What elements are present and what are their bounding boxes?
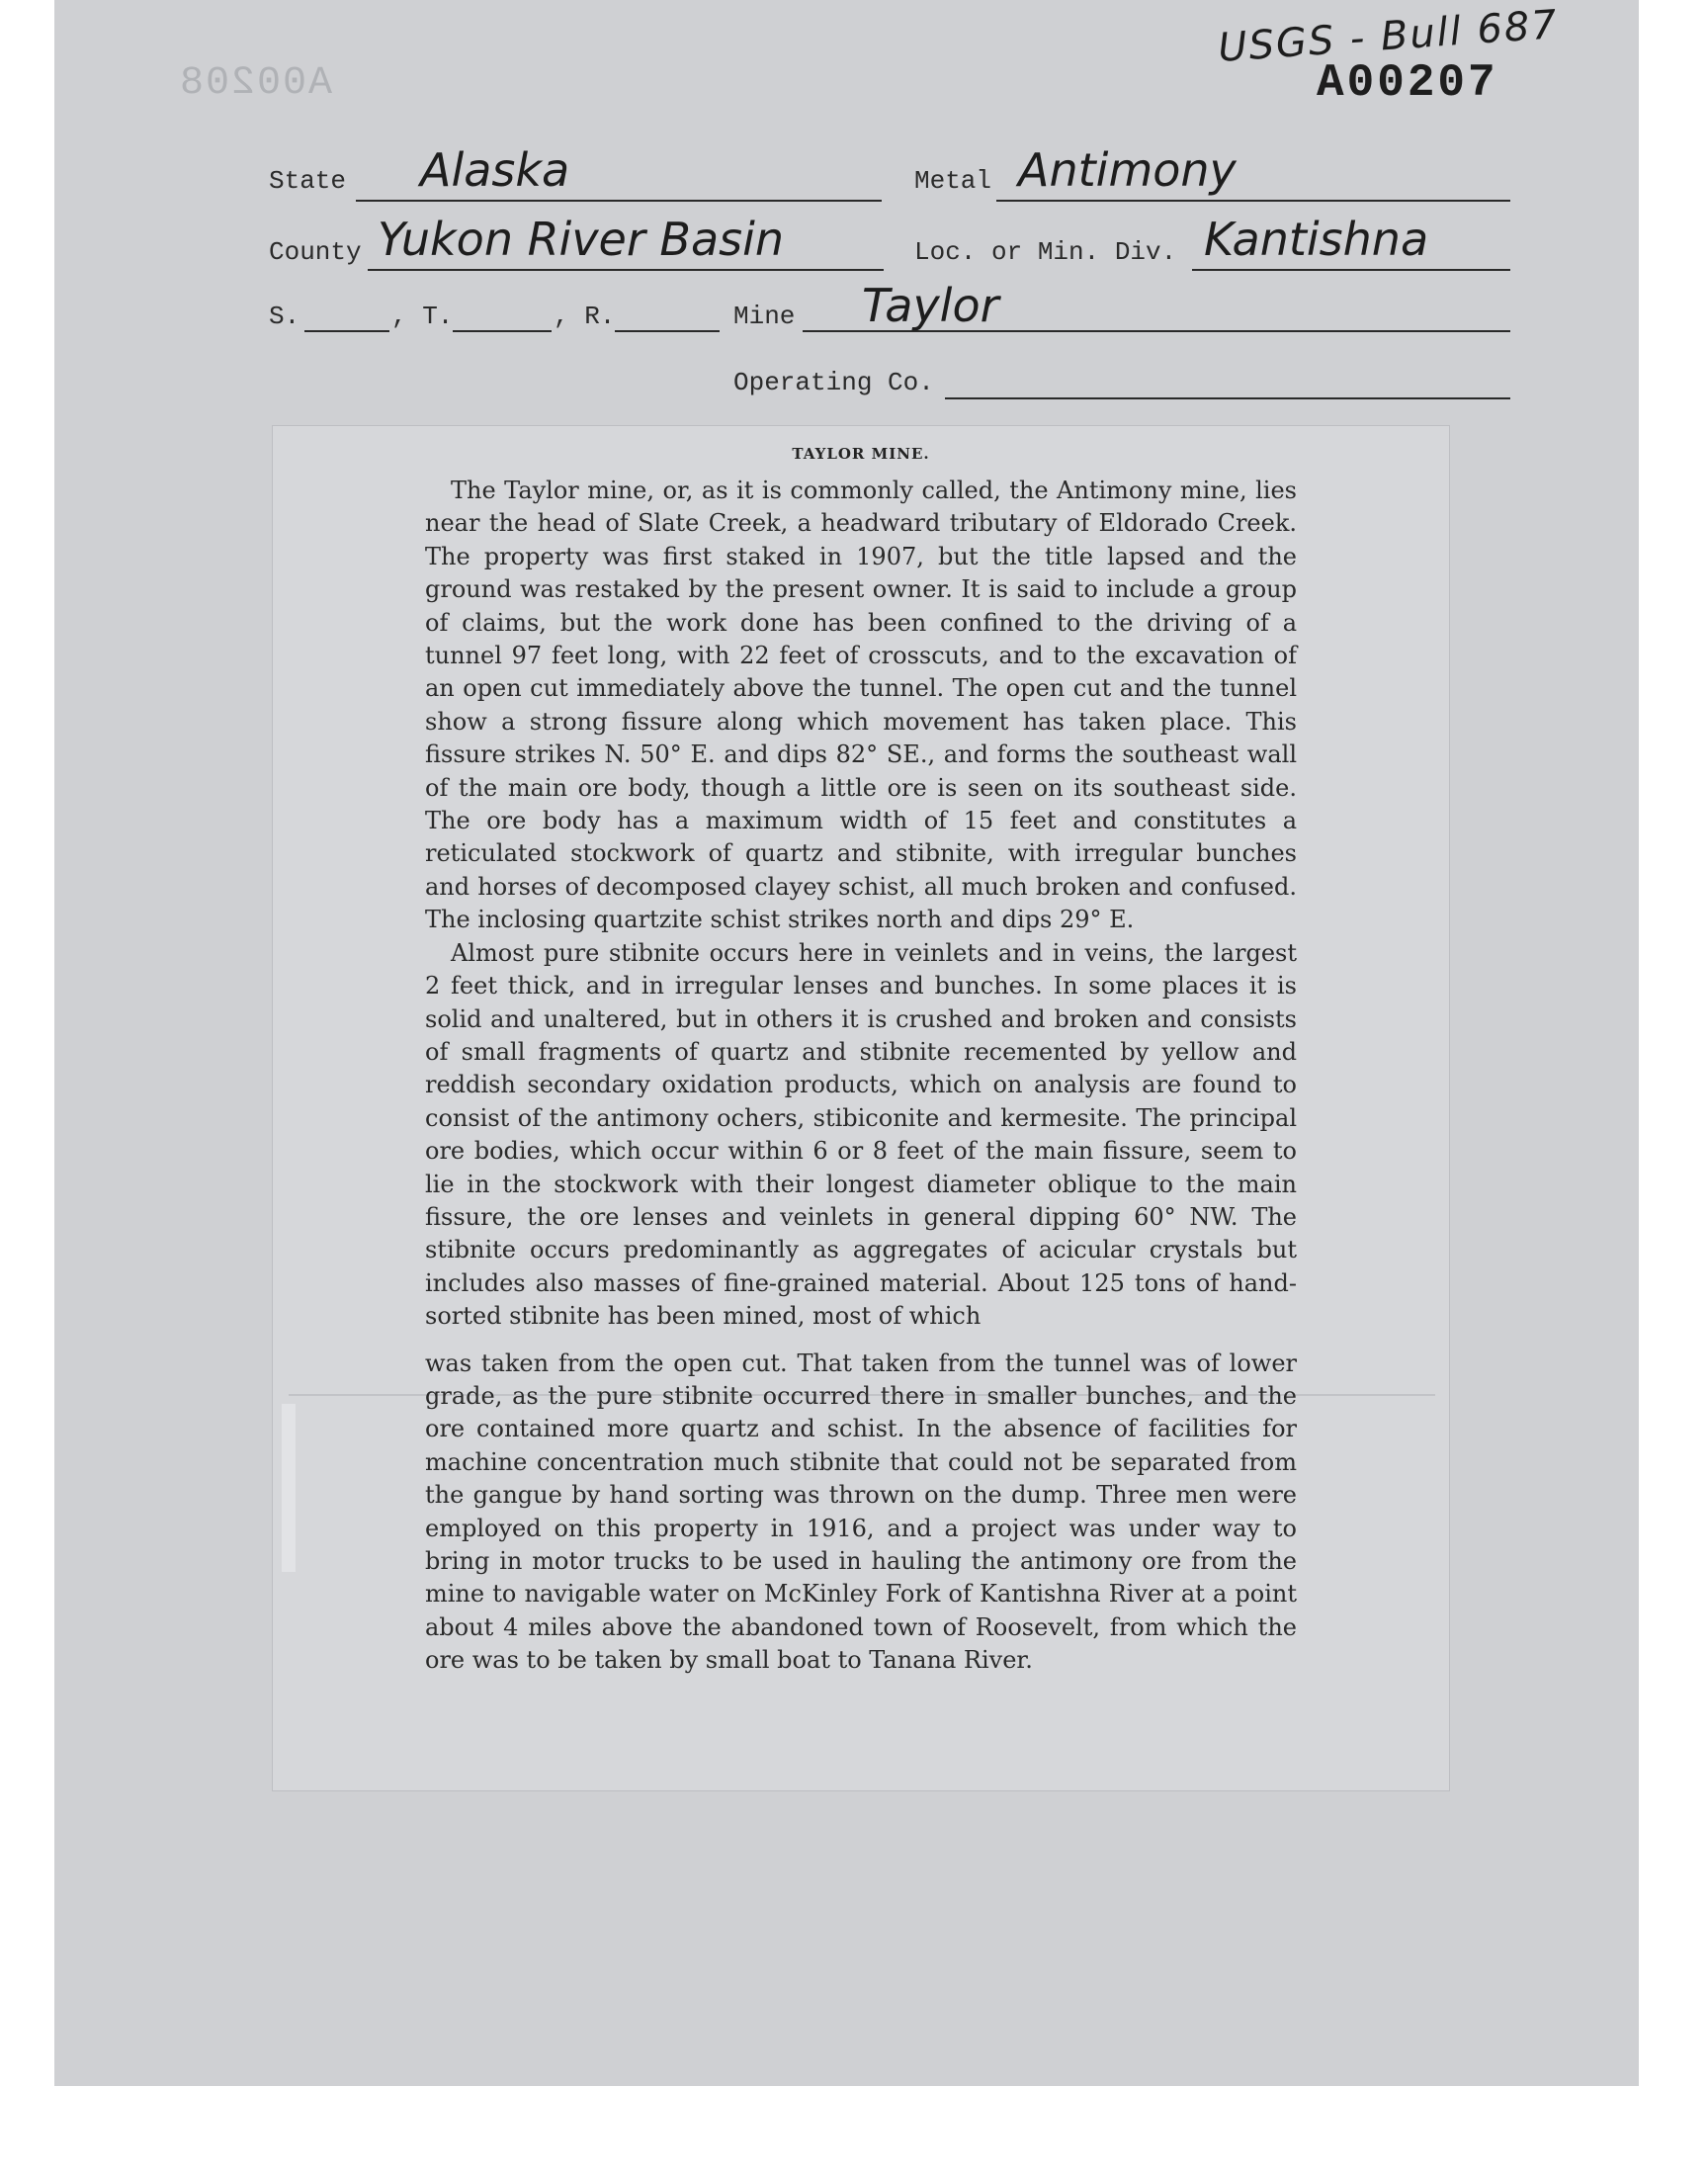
archive-note: USGS - Bull 687	[1216, 2, 1561, 71]
range-label: , R.	[554, 302, 616, 331]
article-heading: TAYLOR MINE.	[792, 445, 930, 463]
metal-label: Metal	[914, 166, 992, 196]
state-label: State	[269, 166, 347, 196]
section-underline	[304, 330, 389, 332]
range-underline	[615, 330, 720, 332]
clipping-edge	[282, 1404, 296, 1572]
article	[425, 445, 1297, 1678]
ghost-record-number: A00208	[178, 61, 333, 106]
metal-underline	[996, 200, 1510, 202]
article-paragraph: was taken from the open cut. That taken from the tunnel was of lower grade, as the pure stibnite occurred there in smaller bunches, and the ore contained more quartz and schist. In the absence of facilities for machine concentration much stibnite that could not be separated from the gangue by hand sorting was thrown on the dump. Three men were employed on this property in 1916, and a project was under way to bring in motor trucks to be used in hauling the antimony ore from the mine to navigable water on McKinley Fork of Kantishna River at a point about 4 miles above the abandoned town of Roosevelt, from which the ore was to be taken by small boat to Tanana River.	[425, 1348, 1297, 1675]
loc-underline	[1192, 269, 1510, 271]
record-stamp-number: A00207	[1317, 57, 1498, 109]
mine-value: Taylor	[862, 279, 999, 332]
clipping-gap	[425, 1334, 1297, 1348]
county-label: County	[269, 237, 362, 267]
article-paragraph: Almost pure stibnite occurs here in veinlets and in veins, the largest 2 feet thick, and in irregular lenses and bunches. In some places it is solid and unaltered, but in others it is crushed and broken and consists of small fragments of quartz and stibnite recemented by yellow and reddish secondary oxidation products, which on analysis are found to consist of the antimony ochers, stibiconite and kermesite. The principal ore bodies, which occur within 6 or 8 feet of the main fissure, seem to lie in the stockwork with their longest diameter oblique to the main fissure, the ore lenses and veinlets in general dipping 60° NW. The stibnite occurs predominantly as aggregates of acicular crystals but includes also masses of fine-grained material. About 125 tons of hand-sorted stibnite has been mined, most of which	[425, 938, 1297, 1331]
section-label: S.	[269, 302, 300, 331]
county-value: Yukon River Basin	[378, 213, 785, 266]
county-underline	[368, 269, 884, 271]
loc-value: Kantishna	[1204, 213, 1429, 266]
loc-label: Loc. or Min. Div.	[914, 237, 1177, 267]
township-label: , T.	[391, 302, 454, 331]
operating-co-underline	[945, 397, 1510, 399]
state-underline	[356, 200, 882, 202]
township-underline	[453, 330, 552, 332]
article-paragraph: The Taylor mine, or, as it is commonly called, the Antimony mine, lies near the head of Slate Creek, a headward tributary of Eldorado Creek. The property was first staked in 1907, but the title lapsed and the ground was restaked by the present owner. It is said to include a group of claims, but the work done has been confined to the driving of a tunnel 97 feet long, with 22 feet of crosscuts, and to the excavation of an open cut immediately above the tunnel. The open cut and the tunnel show a strong fissure along which movement has taken place. This fissure strikes N. 50° E. and dips 82° SE., and forms the southeast wall of the main ore body, though a little ore is seen on its southeast side. The ore body has a maximum width of 15 feet and constitutes a reticulated stockwork of quartz and stibnite, with irregular bunches and horses of decomposed clayey schist, all much broken and confused. The inclosing quartzite schist strikes north and dips 29° E.	[425, 477, 1297, 934]
metal-value: Antimony	[1018, 143, 1237, 197]
mine-label: Mine	[733, 302, 796, 331]
state-value: Alaska	[420, 143, 570, 197]
operating-co-label: Operating Co.	[733, 368, 934, 397]
